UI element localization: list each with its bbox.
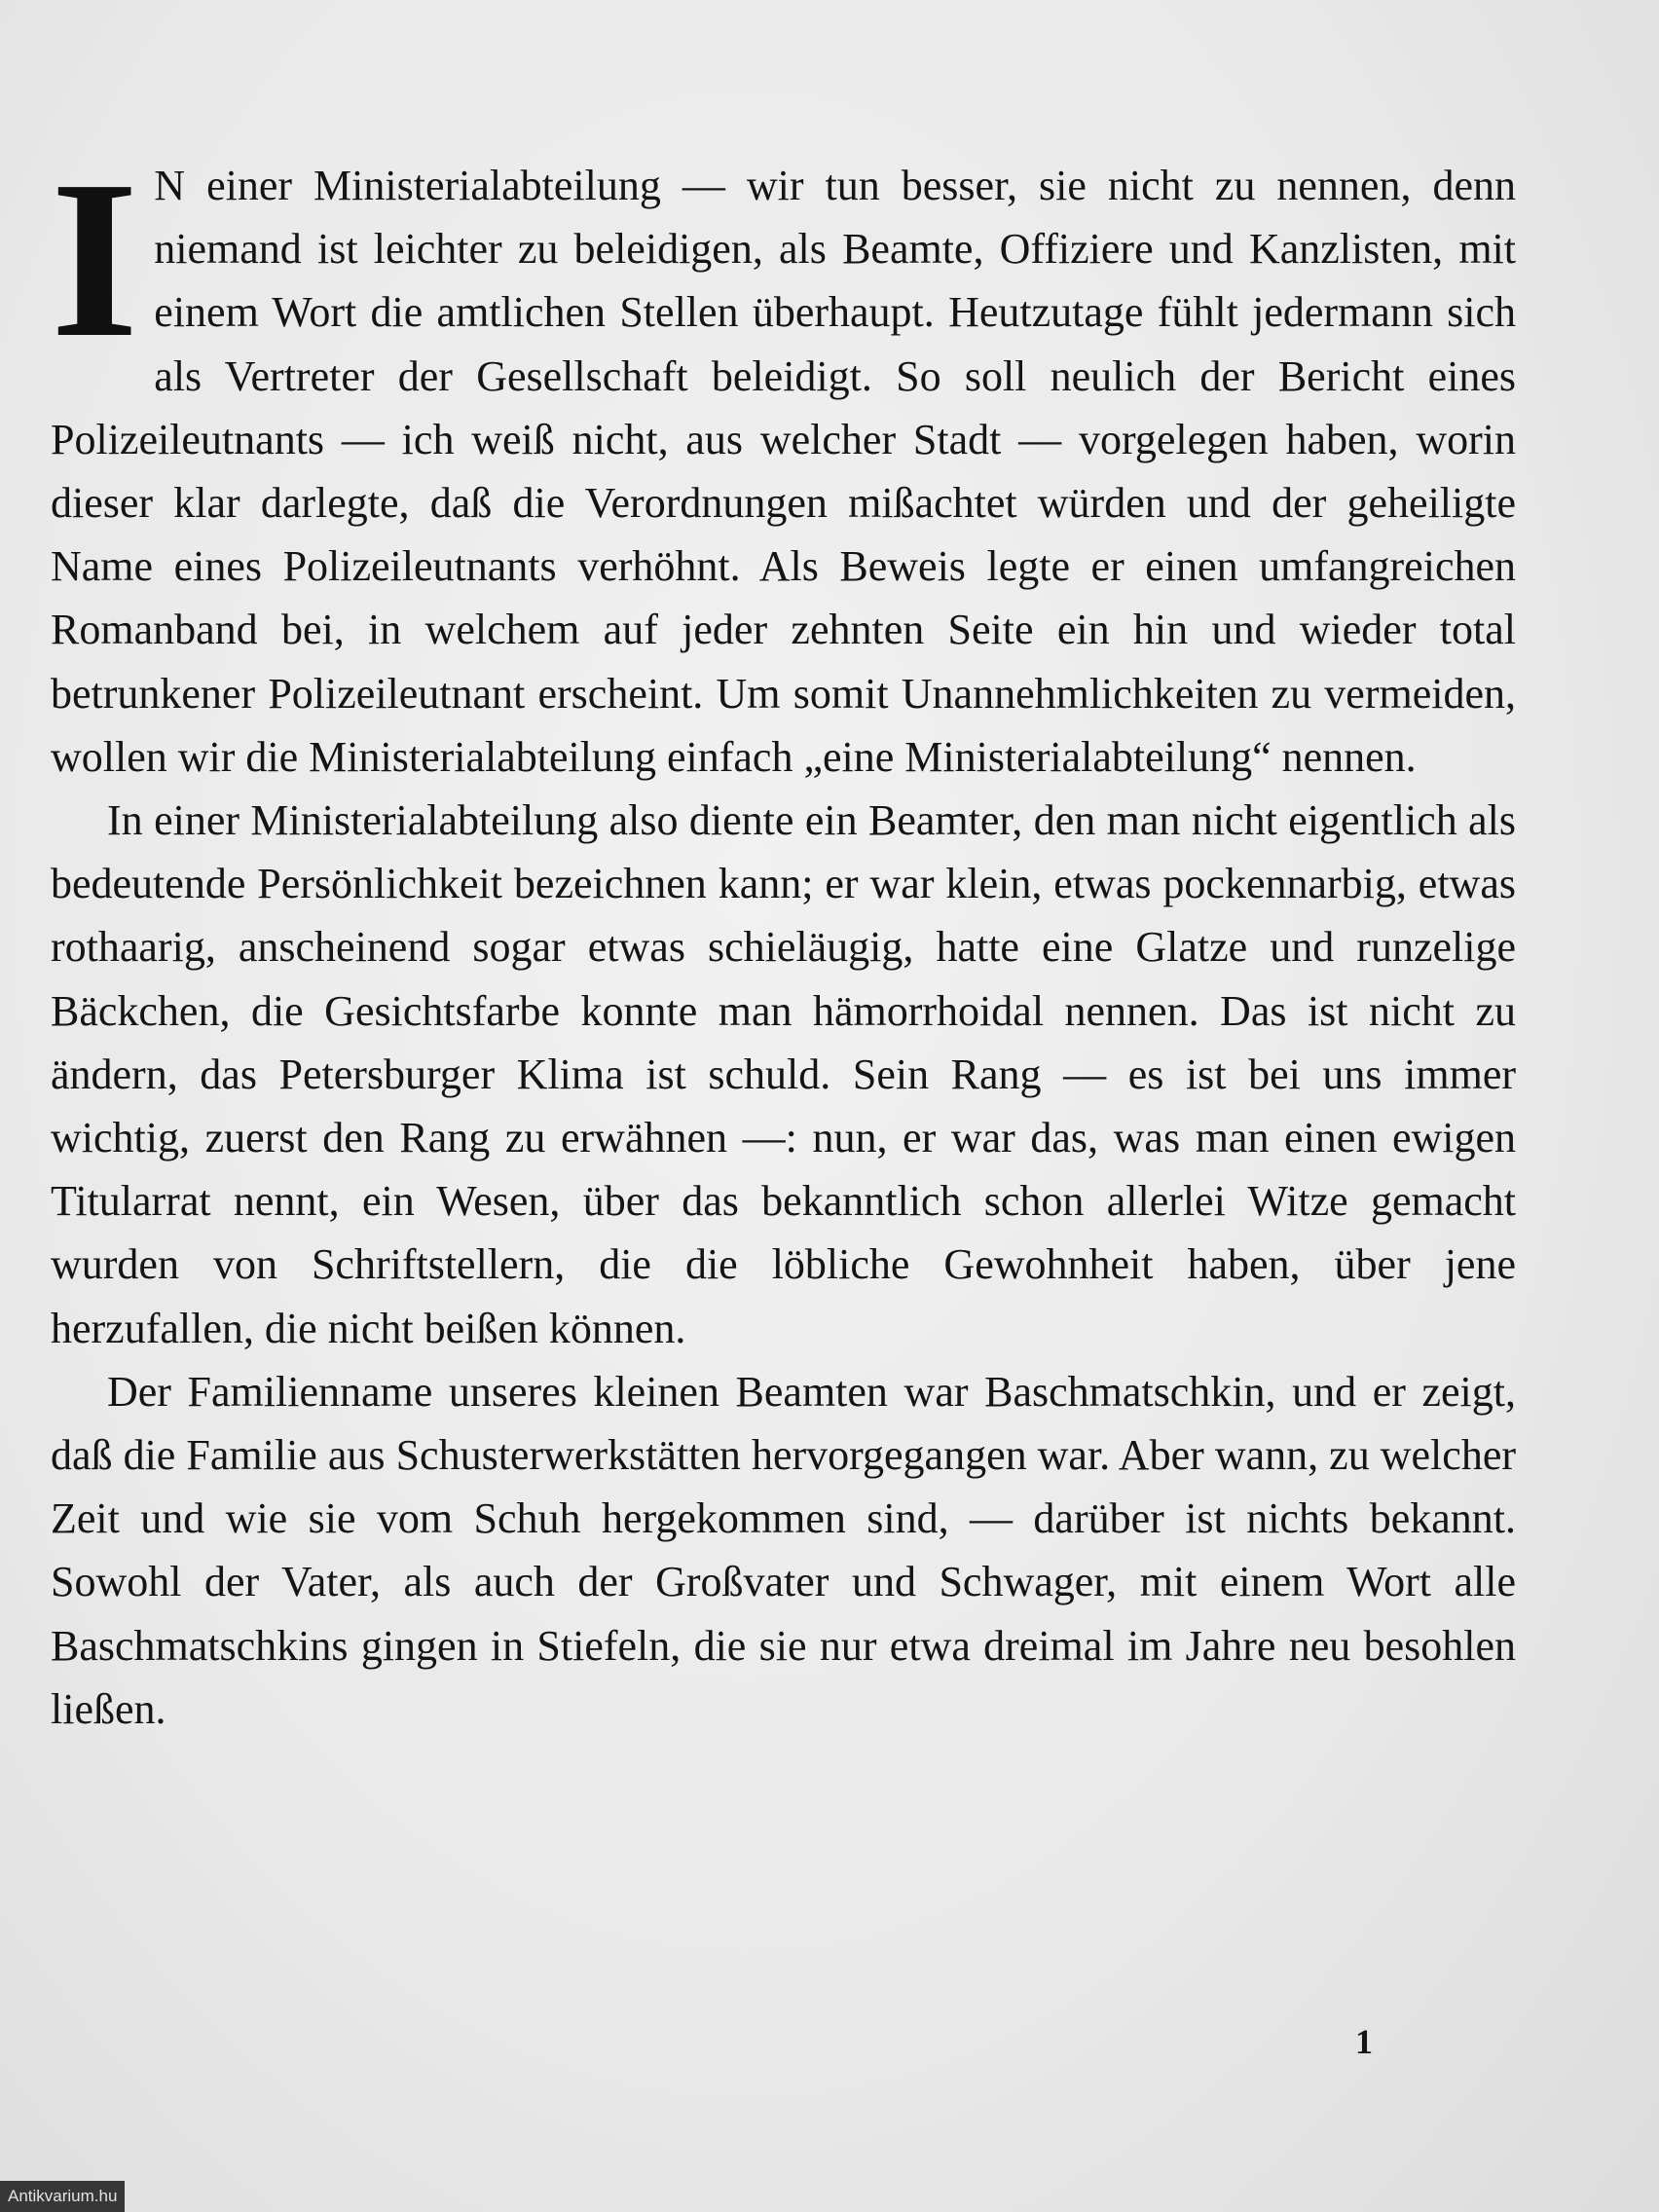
drop-cap-initial: I [51, 134, 139, 385]
body-text [51, 134, 1516, 1741]
watermark-text: Antikvarium.hu [0, 2181, 125, 2212]
paragraph-1 [51, 134, 1516, 789]
paragraph-3: Der Familienname unseres kleinen Beamten war Baschmatschkin, und er zeigt, daß die Familie aus Schusterwerkstätten hervorgegangen war. Aber wann, zu welcher Zeit und wie sie vom Schuh hergekommen sind, — darüber ist nichts bekannt. Sowohl der Vater, als auch der Großvater und Schwager, mit einem Wort alle Baschmatschkins gingen in Stiefeln, die sie nur etwa dreimal im Jahre neu besohlen ließen. [51, 1367, 1516, 1733]
paragraph-1-text: N einer Ministerialabteilung — wir tun besser, sie nicht zu nennen, denn niemand ist leichter zu beleidigen, als Beamte, Offiziere und Kanzlisten, mit einem Wort die amtlichen Stellen überhaupt. Heutzutage fühlt jedermann sich als Vertreter der Gesellschaft beleidigt. So soll neulich der Bericht eines Polizeileutnants — ich weiß nicht, aus welcher Stadt — vorgelegen haben, worin dieser klar darlegte, daß die Verordnungen mißachtet würden und der geheiligte Name eines Polizeileutnants verhöhnt. Als Beweis legte er einen umfangreichen Romanband bei, in welchem auf jeder zehnten Seite ein hin und wieder total betrunkener Polizeileutnant erscheint. Um somit Unannehmlichkeiten zu vermeiden, wollen wir die Ministerialabteilung einfach „eine Ministerialabteilung“ nennen. [51, 162, 1516, 781]
page-number: 1 [1355, 2022, 1373, 2061]
paragraph-2: In einer Ministerialabteilung also diente ein Beamter, den man nicht eigentlich als bedeutende Persönlichkeit bezeichnen kann; er war klein, etwas pockennarbig, etwas rothaarig, anscheinend sogar etwas schieläugig, hatte eine Glatze und runzelige Bäckchen, die Gesichtsfarbe konnte man hämorrhoidal nennen. Das ist nicht zu ändern, das Petersburger Klima ist schuld. Sein Rang — es ist bei uns immer wichtig, zuerst den Rang zu erwähnen —: nun, er war das, was man einen ewigen Titularrat nennt, ein Wesen, über das bekanntlich schon allerlei Witze gemacht wurden von Schriftstellern, die die löbliche Gewohnheit haben, über jene herzufallen, die nicht beißen können. [51, 796, 1516, 1352]
